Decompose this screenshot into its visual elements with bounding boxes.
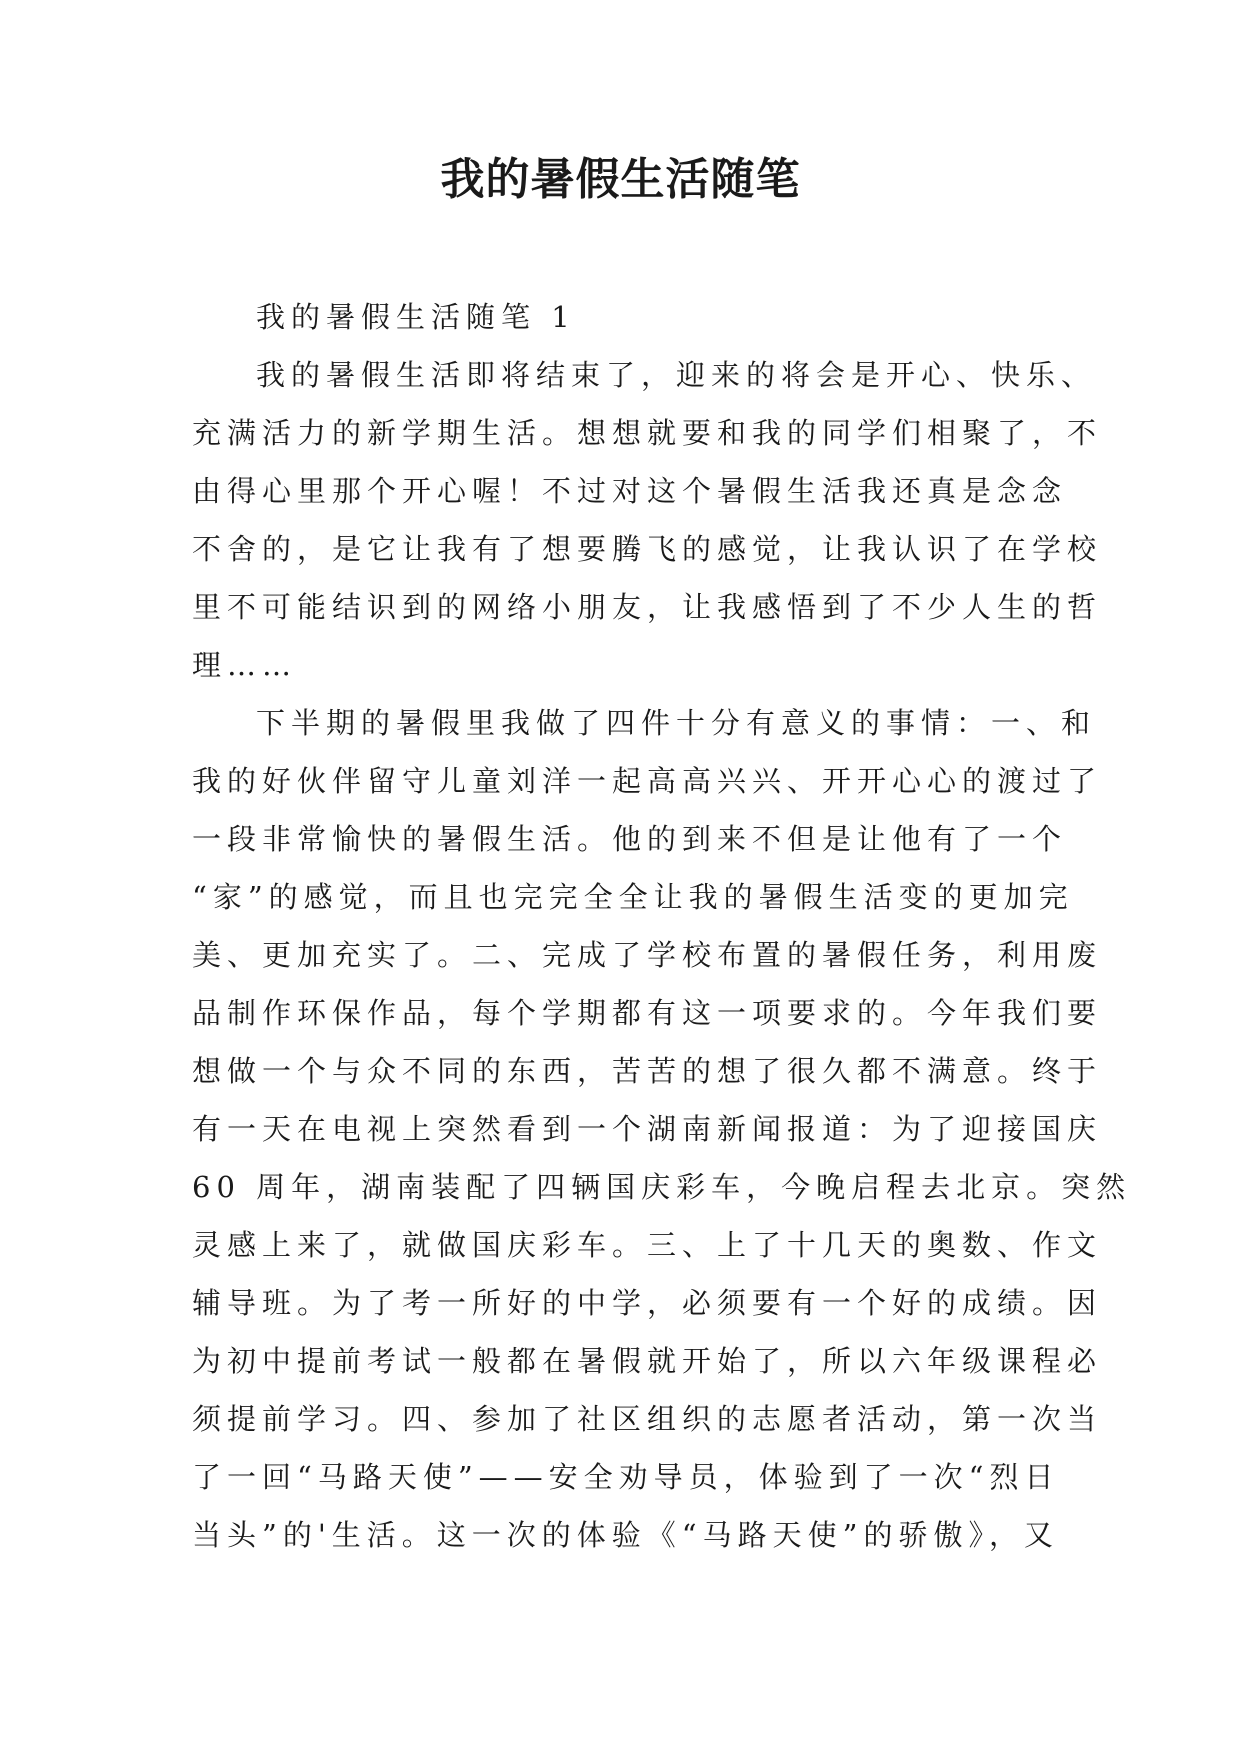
paragraph-line: 我的暑假生活即将结束了，迎来的将会是开心、快乐、 bbox=[256, 358, 1097, 392]
paragraph-line: 美、更加充实了。二、完成了学校布置的暑假任务，利用废 bbox=[192, 938, 1103, 972]
paragraph-line: 不舍的，是它让我有了想要腾飞的感觉，让我认识了在学校 bbox=[192, 532, 1103, 566]
paragraph-line: 当头”的'生活。这一次的体验《“马路天使”的骄傲》，又 bbox=[192, 1518, 1059, 1552]
paragraph-line: 想做一个与众不同的东西，苦苦的想了很久都不满意。终于 bbox=[192, 1054, 1103, 1088]
paragraph-line: 了一回“马路天使”——安全劝导员，体验到了一次“烈日 bbox=[192, 1460, 1060, 1494]
paragraph-line: 辅导班。为了考一所好的中学，必须要有一个好的成绩。因 bbox=[192, 1286, 1103, 1320]
document-title: 我的暑假生活随笔 bbox=[440, 154, 801, 205]
paragraph-line: 60 周年，湖南装配了四辆国庆彩车，今晚启程去北京。突然 bbox=[192, 1170, 1132, 1204]
paragraph-line: 一段非常愉快的暑假生活。他的到来不但是让他有了一个 bbox=[192, 822, 1068, 856]
subheading: 我的暑假生活随笔 1 bbox=[256, 300, 576, 334]
paragraph-line: 里不可能结识到的网络小朋友，让我感悟到了不少人生的哲 bbox=[192, 590, 1103, 624]
paragraph-line: 由得心里那个开心喔！不过对这个暑假生活我还真是念念 bbox=[192, 474, 1068, 508]
paragraph-line: 下半期的暑假里我做了四件十分有意义的事情：一、和 bbox=[256, 706, 1097, 740]
paragraph-line: 理…… bbox=[192, 648, 298, 682]
paragraph-line: 品制作环保作品，每个学期都有这一项要求的。今年我们要 bbox=[192, 996, 1103, 1030]
paragraph-1 bbox=[192, 346, 1103, 694]
paragraph-line: 我的好伙伴留守儿童刘洋一起高高兴兴、开开心心的渡过了 bbox=[192, 764, 1103, 798]
paragraph-2 bbox=[192, 694, 1132, 1564]
paragraph-line: 须提前学习。四、参加了社区组织的志愿者活动，第一次当 bbox=[192, 1402, 1103, 1436]
paragraph-line: 灵感上来了，就做国庆彩车。三、上了十几天的奥数、作文 bbox=[192, 1228, 1103, 1262]
paragraph-line: 为初中提前考试一般都在暑假就开始了，所以六年级课程必 bbox=[192, 1344, 1103, 1378]
document-body bbox=[192, 288, 1132, 1564]
paragraph-line: 有一天在电视上突然看到一个湖南新闻报道：为了迎接国庆 bbox=[192, 1112, 1103, 1146]
paragraph-line: 充满活力的新学期生活。想想就要和我的同学们相聚了，不 bbox=[192, 416, 1103, 450]
paragraph-line: “家”的感觉，而且也完完全全让我的暑假生活变的更加完 bbox=[192, 880, 1074, 914]
